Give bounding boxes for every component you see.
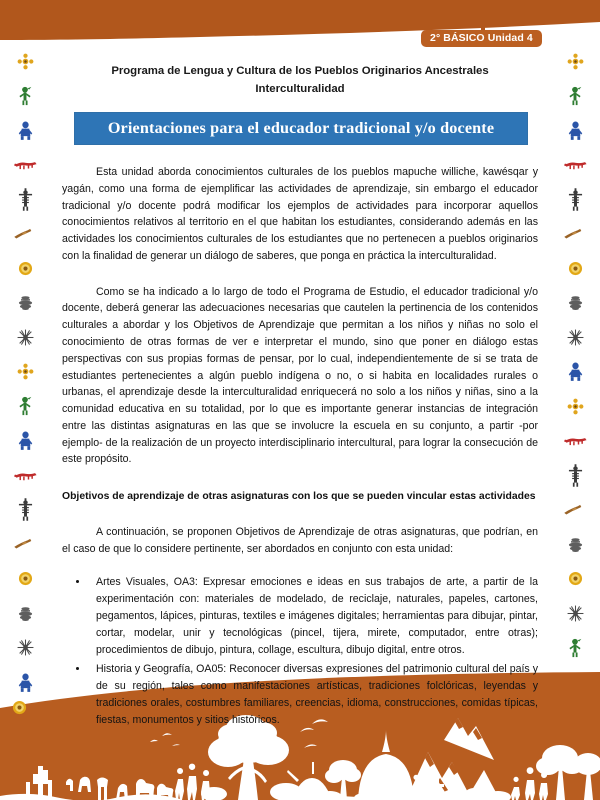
bullet-dot-icon [76, 667, 79, 670]
dark-totem-figure-icon [12, 497, 38, 523]
sun-rosette-icon [562, 393, 588, 419]
dark-totem-figure-icon [562, 186, 588, 212]
program-title-line2: Interculturalidad [255, 83, 345, 96]
paragraph-adequations: Como se ha indicado a lo largo de todo el Programa de Estudio, el educador tradicional y/o docente, deberá generar las adecuaciones necesarias que cautelen la pertinencia de los contenidos culturales a abordar y los Objetivos de Aprendizaje que permitan a los niños y niñas no solo el conocimiento de otras formas de ver e interpretar el mundo, sino que poner en diálogo estas perspectivas con sus propias formas de pensar, por lo cual, independientemente de si se trata de estudiantes pertenecientes a algún pueblo indígena o no, o si habita en localidades rurales o urbanas, el aprendizaje desde la interculturalidad enriquecerá no solo a los niños y niñas, sino a la comunidad educativa en su totalidad, por lo que es importante generar instancias de integración entre las distintas asignaturas en las que se involucre la escuela en su conjunto, a partir -por ejemplo- de la realización de un proyecto interdisciplinario intercultural, para lograr la consecución de este propósito. [62, 285, 538, 466]
blue-figure-icon [562, 359, 588, 385]
brown-canoe-icon [562, 221, 588, 247]
orientation-banner-text: Orientaciones para el educador tradicional y/o docente [107, 118, 495, 137]
grey-vessel-icon [12, 290, 38, 316]
dark-starburst-icon [12, 324, 38, 350]
green-bird-figure-icon [562, 635, 588, 661]
sun-rosette-icon [12, 359, 38, 385]
brown-canoe-icon [12, 221, 38, 247]
grey-vessel-icon [562, 290, 588, 316]
paragraph-proposal: A continuación, se proponen Objetivos de Aprendizaje de otras asignaturas, que podrían, en el caso de que lo considere pertinente, ser abordados en conjunto con esta unidad: [62, 525, 538, 555]
paragraph-intro: Esta unidad aborda conocimientos culturales de los pueblos mapuche williche, kawésqar y yagán, como una forma de ejemplificar las actividades de aprendizaje, sin embargo el educador tradicional y/o docente podrá modificar los ejemplos de actividades para incorporar aquellos conocimientos relativos al territorio en el que habitan los estudiantes, considerando además en las actividades los conocimientos culturales de los estudiantes que no pertenecen a pueblos originarios con la finalidad de generar un diálogo de saberes, que ponga en práctica la interculturalidad. [62, 165, 538, 262]
yellow-medallion-icon [12, 566, 38, 592]
blue-figure-icon [12, 117, 38, 143]
dark-totem-figure-icon [12, 186, 38, 212]
unit-badge: 2° BÁSICO Unidad 4 [421, 30, 542, 47]
dark-starburst-icon [562, 600, 588, 626]
brown-canoe-icon [12, 531, 38, 557]
yellow-medallion-icon [562, 566, 588, 592]
objectives-list [62, 574, 538, 728]
dark-starburst-icon [12, 635, 38, 661]
red-fox-icon [12, 462, 38, 488]
yellow-medallion-icon [562, 255, 588, 281]
dark-totem-figure-icon [562, 462, 588, 488]
left-decorative-border [2, 48, 48, 708]
right-decorative-border [552, 48, 598, 708]
green-bird-figure-icon [12, 393, 38, 419]
bullet-dot-icon [76, 580, 79, 583]
program-title-line1: Programa de Lengua y Cultura de los Pueblos Originarios Ancestrales [111, 65, 489, 77]
document-content [62, 62, 538, 731]
grey-vessel-icon [562, 531, 588, 557]
red-fox-icon [562, 428, 588, 454]
grey-vessel-icon [12, 600, 38, 626]
dark-starburst-icon [562, 324, 588, 350]
yellow-medallion-icon [12, 700, 27, 720]
orientation-banner [74, 112, 528, 145]
green-bird-figure-icon [562, 83, 588, 109]
red-fox-icon [12, 152, 38, 178]
blue-figure-icon [562, 117, 588, 143]
green-bird-figure-icon [12, 83, 38, 109]
blue-figure-icon [12, 428, 38, 454]
brown-canoe-icon [562, 497, 588, 523]
red-fox-icon [562, 152, 588, 178]
list-item [62, 574, 538, 658]
list-item-text: Artes Visuales, OA3: Expresar emociones e ideas en sus trabajos de arte, a partir de la experimentación con: materiales de modelado, de reciclaje, naturales, papeles, cartones, pegamentos, lápices, pinturas, textiles e imágenes digitales; herramientas para dibujar, pintar, cortar, modelar, unir y tecnológicas (pincel, tijera, mirete, computador, entre otras); procedimientos de dibujo, pintura, collage, escultura, dibujo digital, entre otros. [96, 576, 538, 656]
yellow-medallion-icon [12, 255, 38, 281]
list-item [62, 661, 538, 728]
list-item-text: Historia y Geografía, OA05: Reconocer diversas expresiones del patrimonio cultural del país y de su región, tales como manifestaciones artísticas, tradiciones folclóricas, leyendas y tradiciones orales, costumbres familiares, creencias, idioma, construcciones, comidas típicas, fiestas, monumentos y sitios históricos. [96, 663, 538, 726]
section-heading-objectives: Objetivos de aprendizaje de otras asignaturas con los que se pueden vincular estas actividades [62, 491, 536, 503]
